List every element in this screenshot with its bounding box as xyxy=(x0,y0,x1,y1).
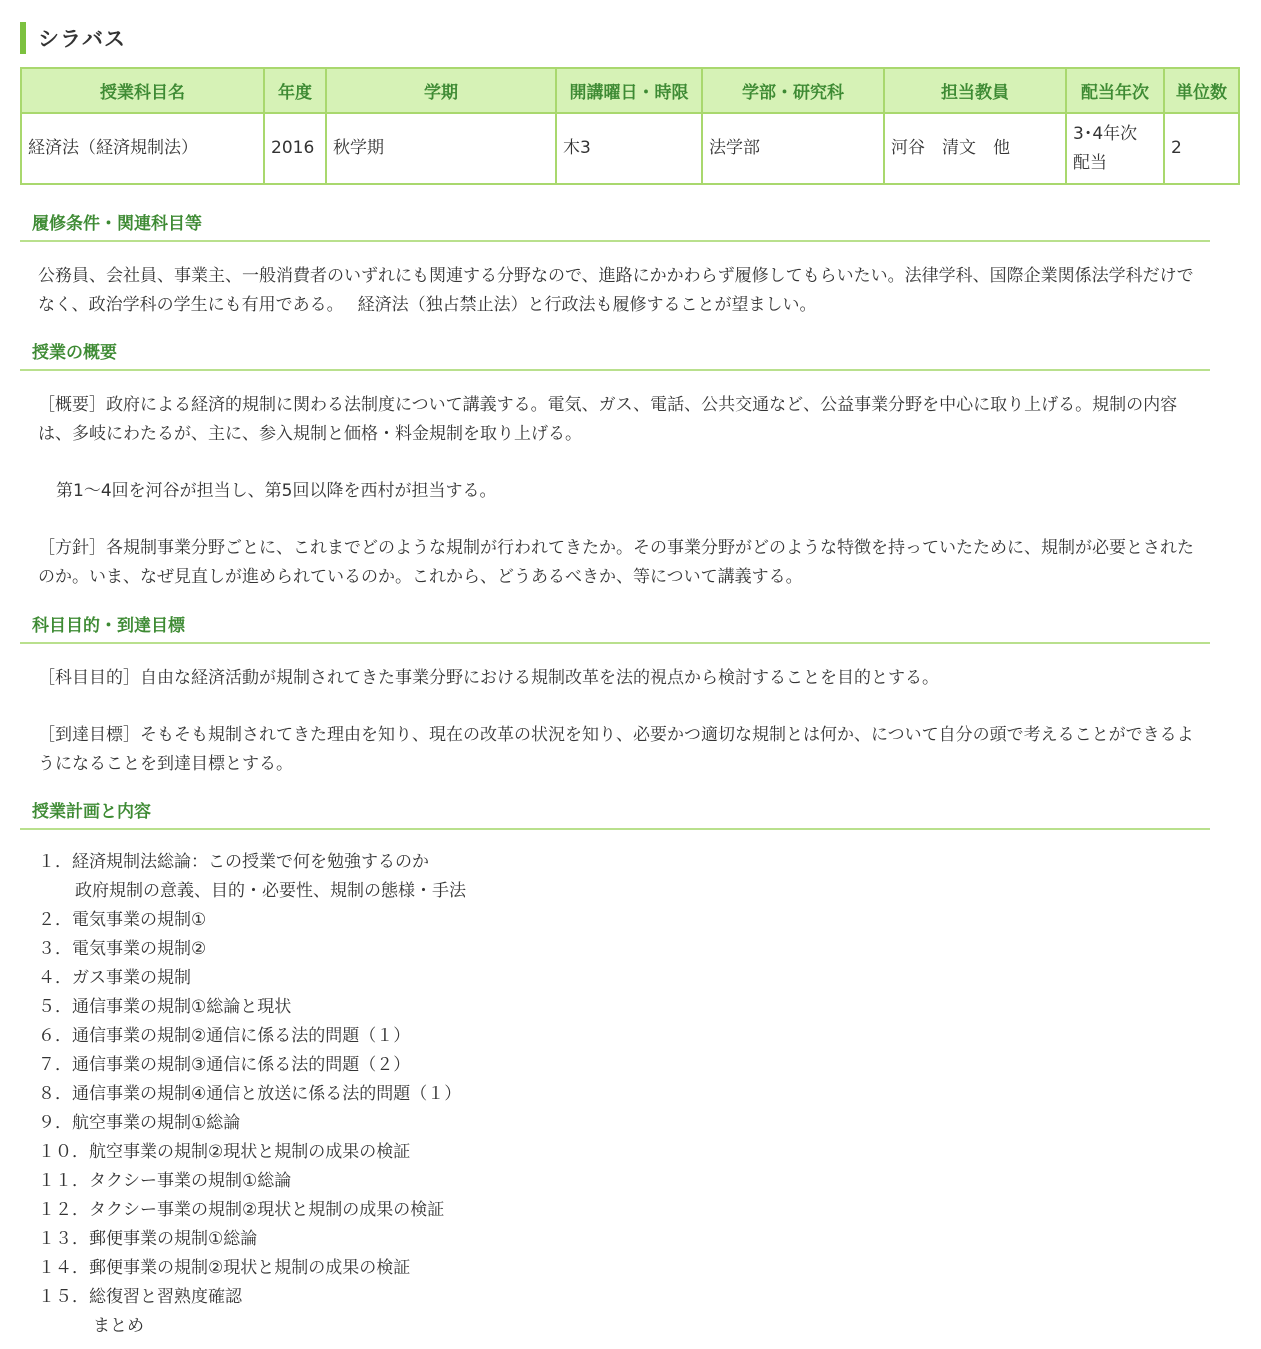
header-credits: 単位数 xyxy=(1164,68,1239,113)
list-item: １４．郵便事業の規制②現状と規制の成果の検証 xyxy=(38,1258,411,1278)
section-heading-plan: 授業計画と内容 xyxy=(20,797,1210,830)
course-info-table xyxy=(20,67,1240,185)
list-item: ７．通信事業の規制③通信に係る法的問題（２） xyxy=(38,1055,411,1075)
header-course-name: 授業科目名 xyxy=(21,68,264,113)
list-item: ６．通信事業の規制②通信に係る法的問題（１） xyxy=(38,1026,411,1046)
list-item: １１．タクシー事業の規制①総論 xyxy=(38,1171,292,1191)
cell-course-name: 経済法（経済規制法） xyxy=(21,113,264,184)
list-item: １０．航空事業の規制②現状と規制の成果の検証 xyxy=(38,1142,411,1162)
cell-faculty: 法学部 xyxy=(702,113,884,184)
cell-credits: 2 xyxy=(1164,113,1239,184)
section-heading-prerequisites: 履修条件・関連科目等 xyxy=(20,209,1210,242)
list-item: ２．電気事業の規制① xyxy=(38,910,207,930)
class-plan-list xyxy=(38,848,1210,1341)
overview-summary: ［概要］政府による経済的規制に関わる法制度について講義する。電気、ガス、電話、公共交通など、公益事業分野を中心に取り上げる。規制の内容は、多岐にわたるが、主に、参入規制と価格・料金規制を取り上げる。 xyxy=(38,395,1178,444)
header-term: 学期 xyxy=(326,68,556,113)
list-item: １２．タクシー事業の規制②現状と規制の成果の検証 xyxy=(38,1200,445,1220)
page-title-bar xyxy=(20,22,126,54)
overview-assignment: 第1～4回を河谷が担当し、第5回以降を西村が担当する。 xyxy=(56,481,497,501)
section-body-overview xyxy=(38,391,1210,592)
grade-year-line2: 配当 xyxy=(1073,152,1107,173)
title-accent-bar xyxy=(20,22,26,54)
cell-schedule: 木3 xyxy=(556,113,702,184)
section-heading-objectives: 科目目的・到達目標 xyxy=(20,611,1210,644)
overview-policy: ［方針］各規制事業分野ごとに、これまでどのような規制が行われてきたか。その事業分野がどのような特徴を持っていたために、規制が必要とされたのか。いま、なぜ見直しが進められているのか。これから、どうあるべきか、等について講義する。 xyxy=(38,538,1194,587)
section-heading-overview: 授業の概要 xyxy=(20,338,1210,371)
table-row xyxy=(21,113,1239,184)
header-faculty: 学部・研究科 xyxy=(702,68,884,113)
cell-year: 2016 xyxy=(264,113,326,184)
section-body-objectives xyxy=(38,664,1210,779)
list-item: １５．総復習と習熟度確認 xyxy=(38,1287,242,1307)
list-item: ３．電気事業の規制② xyxy=(38,939,207,959)
objectives-purpose: ［科目目的］自由な経済活動が規制されてきた事業分野における規制改革を法的視点から検討することを目的とする。 xyxy=(38,668,939,688)
header-instructor: 担当教員 xyxy=(884,68,1066,113)
cell-grade-year xyxy=(1066,113,1164,184)
section-body-prerequisites xyxy=(38,262,1210,320)
cell-term: 秋学期 xyxy=(326,113,556,184)
header-grade-year: 配当年次 xyxy=(1066,68,1164,113)
list-item-sub: 政府規制の意義、目的・必要性、規制の態様・手法 xyxy=(75,881,466,901)
prerequisites-text: 公務員、会社員、事業主、一般消費者のいずれにも関連する分野なので、進路にかかわらず履修してもらいたい。法律学科、国際企業関係法学科だけでなく、政治学科の学生にも有用である。 経済法（独占禁止法）と行政法も履修することが望ましい。 xyxy=(38,266,1194,315)
list-item: １３．郵便事業の規制①総論 xyxy=(38,1229,258,1249)
objectives-goal: ［到達目標］そもそも規制されてきた理由を知り、現在の改革の状況を知り、必要かつ適切な規制とは何か、について自分の頭で考えることができるようになることを到達目標とする。 xyxy=(38,725,1194,774)
list-item-sub: まとめ xyxy=(93,1316,144,1336)
list-item: ５．通信事業の規制①総論と現状 xyxy=(38,997,292,1017)
grade-year-line1: 3･4年次 xyxy=(1073,123,1138,144)
list-item: ４．ガス事業の規制 xyxy=(38,968,191,988)
list-item: ８．通信事業の規制④通信と放送に係る法的問題（１） xyxy=(38,1084,462,1104)
header-year: 年度 xyxy=(264,68,326,113)
cell-instructor: 河谷 清文 他 xyxy=(884,113,1066,184)
header-schedule: 開講曜日・時限 xyxy=(556,68,702,113)
list-item: ９．航空事業の規制①総論 xyxy=(38,1113,241,1133)
table-header-row xyxy=(21,68,1239,113)
list-item: １．経済規制法総論：この授業で何を勉強するのか xyxy=(38,852,429,872)
page-title: シラバス xyxy=(38,27,126,51)
